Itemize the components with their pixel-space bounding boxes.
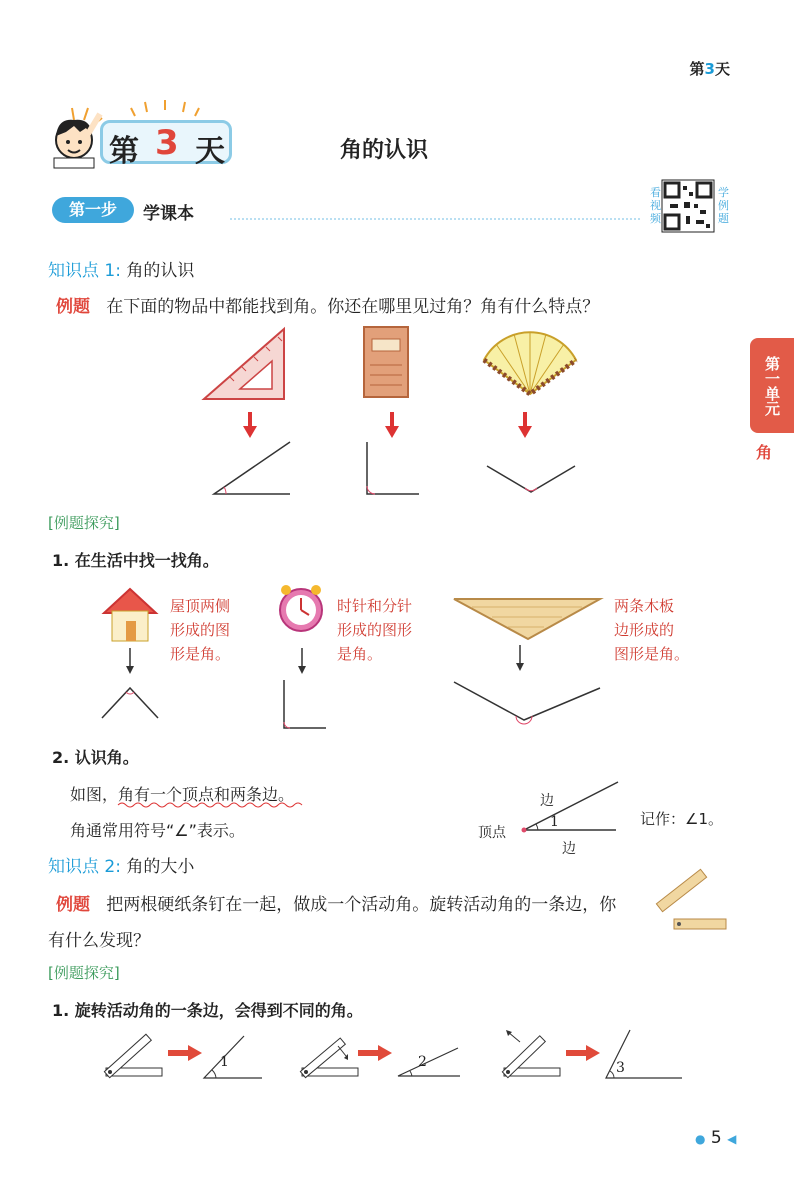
qr-side-text-left: 看视频 xyxy=(650,186,661,225)
board-angle-diagram xyxy=(452,680,602,722)
clock-caption: 时针和分针 形成的图形 是角。 xyxy=(337,597,413,663)
sun-rays-icon xyxy=(125,98,205,120)
set-square-icon xyxy=(200,325,290,403)
movable-angle-2-icon xyxy=(298,1028,360,1080)
edge-label-bottom: 边 xyxy=(562,841,576,857)
subheading-rotate: 1. 旋转活动角的一条边，会得到不同的角。 xyxy=(52,1001,363,1020)
wavy-underline xyxy=(118,802,308,808)
explore-label-1: [例题探究] xyxy=(48,514,120,532)
arrow-down-clock-icon xyxy=(297,648,307,674)
fan-icon xyxy=(482,330,578,396)
notebook-icon xyxy=(362,325,410,400)
dot-left-icon: ● xyxy=(695,1132,706,1146)
qr-code-icon[interactable] xyxy=(662,180,714,232)
clock-angle-diagram xyxy=(282,678,328,730)
arrow-down-board-icon xyxy=(515,645,525,671)
angle-symbol-note: 角通常用符号“∠”表示。 xyxy=(70,821,245,840)
board-caption: 两条木板 边形成的 图形是角。 xyxy=(614,597,690,663)
movable-angle-3-icon xyxy=(500,1028,562,1080)
red-arrow-3-icon xyxy=(566,1044,600,1062)
roof-caption: 屋顶两侧 形成的图 形是角。 xyxy=(170,597,231,663)
house-icon xyxy=(100,585,160,645)
step-divider xyxy=(230,218,640,220)
movable-angle-1-icon xyxy=(102,1028,164,1080)
qr-side-text-right: 学例题 xyxy=(718,186,729,225)
red-arrow-1-icon xyxy=(168,1044,202,1062)
edge-label-top: 边 xyxy=(540,793,554,809)
dot-right-icon: ◀ xyxy=(727,1132,737,1146)
angle-parts-diagram xyxy=(520,780,620,832)
notation-text: 记作：∠1。 xyxy=(640,810,723,828)
angle-right-diagram xyxy=(365,440,421,496)
page-title: 角的认识 xyxy=(340,138,429,163)
wooden-board-icon xyxy=(452,595,602,641)
example-2-continued: 有什么发现？ xyxy=(48,931,150,951)
red-arrow-2-icon xyxy=(358,1044,392,1062)
example-2: 例题 把两根硬纸条钉在一起，做成一个活动角。旋转活动角的一条边，你 xyxy=(56,895,617,915)
unit-side-tab: 第一单元 xyxy=(750,338,794,433)
angle-2-label: 2 xyxy=(418,1054,427,1070)
angle-obtuse-diagram xyxy=(485,462,577,496)
subheading-find-angles: 1. 在生活中找一找角。 xyxy=(52,551,219,570)
arrow-down-2-icon xyxy=(385,412,399,438)
knowledge-point-1: 知识点 1: 角的认识 xyxy=(48,261,195,281)
subheading-understand-angle: 2. 认识角。 xyxy=(52,748,139,767)
explore-label-2: [例题探究] xyxy=(48,964,120,982)
movable-angle-icon xyxy=(672,885,728,933)
alarm-clock-icon xyxy=(276,582,326,634)
arrow-down-1-icon xyxy=(243,412,257,438)
angle-3-diagram xyxy=(602,1028,686,1080)
unit-topic-label: 角 xyxy=(756,443,773,462)
angle-definition: 如图，角有一个顶点和两条边。 xyxy=(70,785,295,804)
angle-acute-diagram xyxy=(210,440,292,496)
angle-1-diagram xyxy=(200,1034,264,1080)
roof-angle-diagram xyxy=(100,684,160,720)
angle-number-label: 1 xyxy=(550,814,559,830)
knowledge-point-2: 知识点 2: 角的大小 xyxy=(48,857,195,877)
arrow-down-house-icon xyxy=(125,648,135,674)
example-1: 例题 在下面的物品中都能找到角。你还在哪里见过角？角有什么特点？ xyxy=(56,297,600,317)
day-banner: 第 3 天 xyxy=(100,120,232,164)
arrow-down-3-icon xyxy=(518,412,532,438)
boy-mascot-icon xyxy=(44,100,104,170)
angle-3-label: 3 xyxy=(616,1060,625,1076)
header-day-label: 第3天 xyxy=(689,60,730,78)
angle-2-diagram xyxy=(394,1046,462,1078)
step-text: 学课本 xyxy=(143,204,194,224)
page-number: ● 5 ◀ xyxy=(695,1128,737,1148)
vertex-label: 顶点 xyxy=(478,825,506,841)
step-pill: 第一步 xyxy=(52,197,134,223)
angle-1-label: 1 xyxy=(220,1054,229,1070)
